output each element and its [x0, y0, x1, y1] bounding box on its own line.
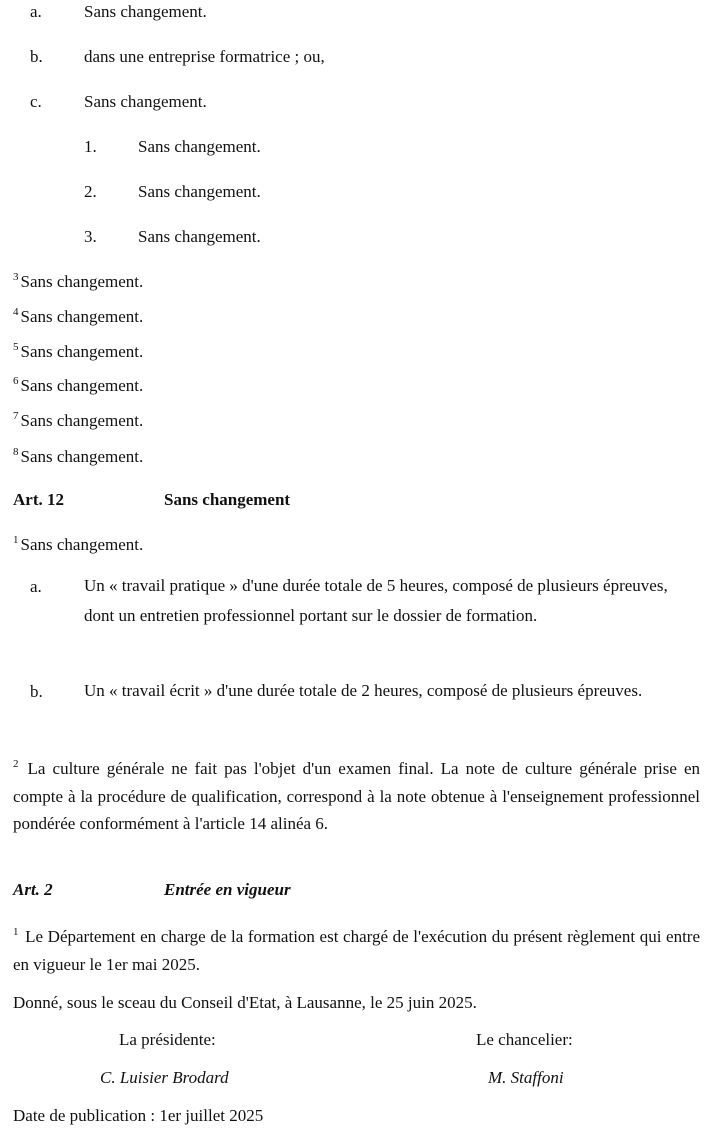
alinea-6 — [13, 376, 143, 396]
president-name: C. Luisier Brodard — [100, 1068, 229, 1087]
art12-alinea-1 — [13, 535, 143, 555]
article-12-label: Art. 12 — [13, 490, 64, 509]
alinea-text: Sans changement. — [20, 307, 144, 326]
art12-item-a-marker: a. — [30, 577, 42, 596]
list-item-c-text: Sans changement. — [84, 92, 207, 111]
alinea-text: Sans changement. — [20, 411, 144, 430]
alinea-number: 1 — [13, 926, 19, 939]
alinea-number: 3 — [13, 271, 19, 284]
list-marker-a: a. — [30, 2, 42, 21]
sublist-marker-3: 3. — [84, 227, 97, 246]
alinea-number: 1 — [13, 534, 19, 547]
alinea-5 — [13, 342, 143, 362]
alinea-8 — [13, 447, 143, 467]
alinea-number: 8 — [13, 446, 19, 459]
sublist-item-3-text: Sans changement. — [138, 227, 261, 246]
alinea-text: Sans changement. — [20, 535, 144, 554]
art2-alinea-1 — [13, 923, 700, 978]
alinea-number: 4 — [13, 306, 19, 319]
sublist-item-1-text: Sans changement. — [138, 137, 261, 156]
alinea-text: Sans changement. — [20, 376, 144, 395]
sublist-item-2-text: Sans changement. — [138, 182, 261, 201]
alinea-number: 7 — [13, 410, 19, 423]
list-item-a-text: Sans changement. — [84, 2, 207, 21]
alinea-3 — [13, 272, 143, 292]
article-12-title: Sans changement — [164, 490, 291, 509]
alinea-text: La culture générale ne fait pas l'objet d'un examen final. La note de culture générale prise en compte à la procédure de qualification, correspond à la note obtenue à l'enseignement professionnel pondérée conformément à l'article 14 alinéa 6. — [13, 759, 700, 833]
alinea-7 — [13, 411, 143, 431]
alinea-number: 2 — [13, 758, 19, 771]
art12-item-b-marker: b. — [30, 682, 43, 701]
sublist-marker-1: 1. — [84, 137, 97, 156]
chancellor-title: Le chancelier: — [476, 1030, 573, 1049]
president-title: La présidente: — [119, 1030, 216, 1049]
alinea-number: 6 — [13, 375, 19, 388]
alinea-text: Le Département en charge de la formation est chargé de l'exécution du présent règlement qui entre en vigueur le 1er mai 2025. — [13, 927, 701, 974]
article-2-label: Art. 2 — [13, 880, 53, 899]
art12-alinea-2 — [13, 755, 700, 838]
art12-item-b-text: Un « travail écrit » d'une durée totale de 2 heures, composé de plusieurs épreuves. — [84, 681, 643, 700]
chancellor-name: M. Staffoni — [488, 1068, 564, 1087]
list-marker-c: c. — [30, 92, 42, 111]
sublist-marker-2: 2. — [84, 182, 97, 201]
list-item-b-text: dans une entreprise formatrice ; ou, — [84, 47, 325, 66]
art12-item-a-text: Un « travail pratique » d'une durée totale de 5 heures, composé de plusieurs épreuves, dont un entretien professionnel portant sur le dossier de formation. — [84, 576, 668, 625]
alinea-4 — [13, 307, 143, 327]
given-statement: Donné, sous le sceau du Conseil d'Etat, à Lausanne, le 25 juin 2025. — [13, 993, 477, 1012]
list-marker-b: b. — [30, 47, 43, 66]
alinea-text: Sans changement. — [20, 342, 144, 361]
publication-date: Date de publication : 1er juillet 2025 — [13, 1106, 264, 1125]
alinea-text: Sans changement. — [20, 272, 144, 291]
alinea-text: Sans changement. — [20, 447, 144, 466]
alinea-number: 5 — [13, 341, 19, 354]
article-2-title: Entrée en vigueur — [164, 880, 291, 899]
